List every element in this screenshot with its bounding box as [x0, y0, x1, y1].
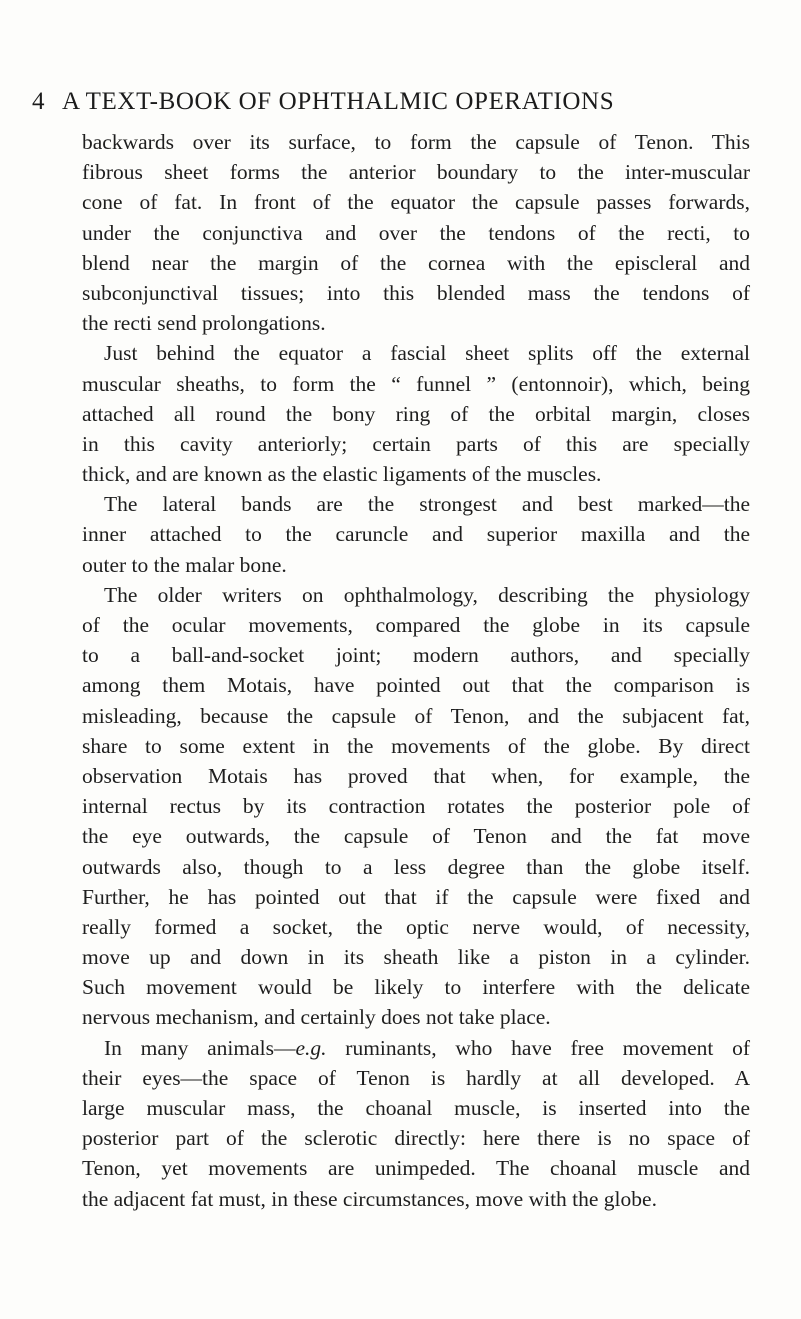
running-head [32, 88, 752, 116]
paragraph [82, 338, 750, 489]
text-line: attached all round the bony ring of the orbital margin, closes [82, 401, 750, 426]
text-line: move up and down in its sheath like a piston in a cylinder. [82, 945, 750, 970]
text-line: outer to the malar bone. [82, 552, 287, 577]
text-line: the recti send prolongations. [82, 311, 326, 336]
text-line: misleading, because the capsule of Tenon, and the subjacent fat, [82, 703, 750, 728]
text-line: blend near the margin of the cornea with the episcleral and [82, 250, 750, 275]
text-line: fibrous sheet forms the anterior boundary to the inter-muscular [82, 160, 750, 185]
text-line: their eyes—the space of Tenon is hardly at all developed. A [82, 1065, 750, 1090]
paragraph [82, 580, 750, 1033]
text-line: outwards also, though to a less degree than the globe itself. [82, 854, 750, 879]
text-line: backwards over its surface, to form the capsule of Tenon. This [82, 130, 750, 154]
text-line: share to some extent in the movements of the globe. By direct [82, 733, 750, 758]
text-fragment: In many animals— [104, 1035, 296, 1060]
text-line: Such movement would be likely to interfere with the delicate [82, 975, 750, 1000]
text-line: inner attached to the caruncle and superior maxilla and the [82, 522, 750, 547]
text-line: Just behind the equator a fascial sheet splits off the external [104, 341, 750, 366]
text-line: among them Motais, have pointed out that the comparison is [82, 673, 750, 698]
text-line: cone of fat. In front of the equator the capsule passes forwards, [82, 190, 750, 215]
running-title: A TEXT-BOOK OF OPHTHALMIC OPERATIONS [62, 88, 615, 115]
text-line: of the ocular movements, compared the globe in its capsule [82, 613, 750, 637]
text-line: posterior part of the sclerotic directly: here there is no space of [82, 1126, 750, 1151]
text-line: Tenon, yet movements are unimpeded. The choanal muscle and [82, 1156, 750, 1181]
text-line: in this cavity anteriorly; certain parts of this are specially [82, 431, 750, 456]
text-line: muscular sheaths, to form the “ funnel ” (entonnoir), which, being [82, 371, 750, 396]
page-number: 4 [32, 88, 46, 115]
text-line: to a ball-and-socket joint; modern authors, and specially [82, 643, 750, 668]
text-line: large muscular mass, the choanal muscle, is inserted into the [82, 1096, 750, 1120]
text-line: really formed a socket, the optic nerve would, of necessity, [82, 914, 750, 939]
text-line: Further, he has pointed out that if the capsule were fixed and [82, 884, 750, 909]
text-line: observation Motais has proved that when, for example, the [82, 763, 750, 788]
paragraph [82, 1033, 750, 1214]
text-line: subconjunctival tissues; into this blended mass the tendons of [82, 280, 750, 305]
text-line: under the conjunctiva and over the tendons of the recti, to [82, 220, 750, 245]
paragraph [82, 489, 750, 580]
text-line: thick, and are known as the elastic ligaments of the muscles. [82, 462, 602, 487]
text-line: the adjacent fat must, in these circumstances, move with the globe. [82, 1186, 657, 1211]
paragraph [82, 127, 750, 338]
text-line: the eye outwards, the capsule of Tenon and the fat move [82, 824, 750, 849]
text-line: internal rectus by its contraction rotates the posterior pole of [82, 794, 750, 819]
body-text [82, 127, 750, 1214]
text-line: The lateral bands are the strongest and best marked—the [104, 492, 750, 517]
text-fragment: ruminants, who have free movement of [326, 1035, 750, 1060]
text-line: The older writers on ophthalmology, describing the physiology [104, 582, 750, 607]
italic-abbreviation: e.g. [295, 1035, 327, 1060]
text-line: nervous mechanism, and certainly does not take place. [82, 1005, 551, 1030]
text-line [82, 1033, 750, 1063]
